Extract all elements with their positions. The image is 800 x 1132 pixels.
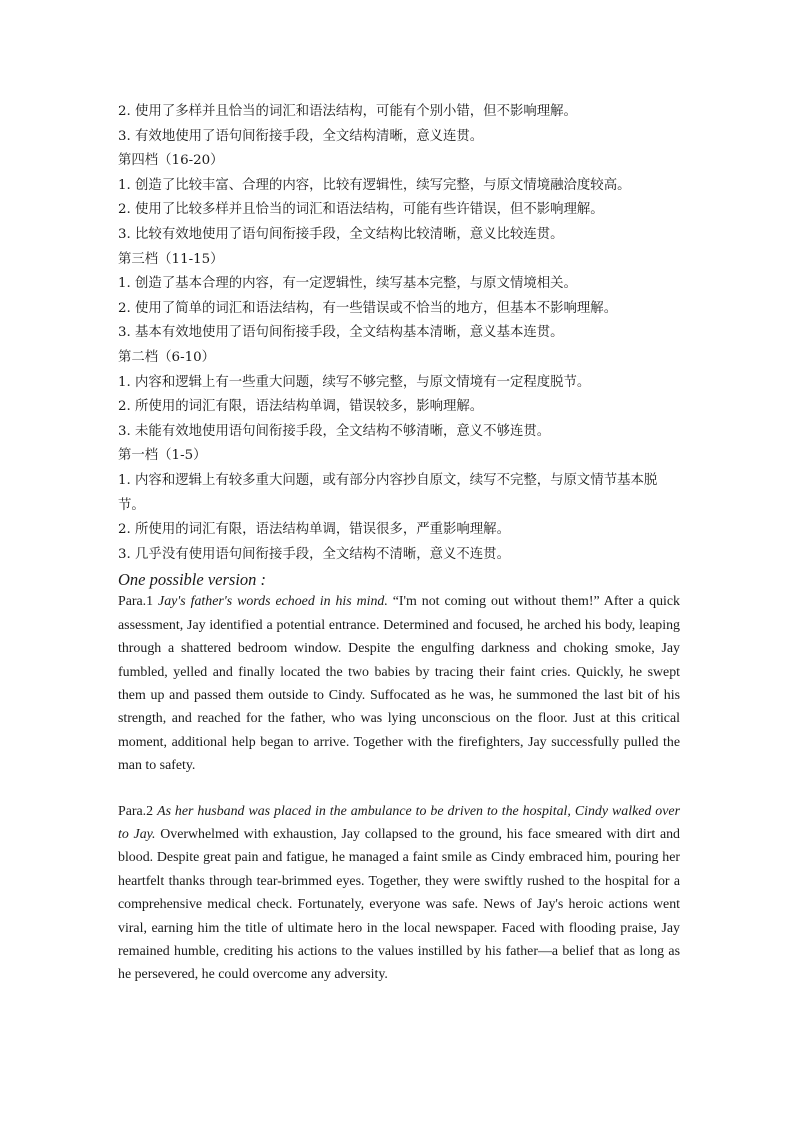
tier4-item1: 1. 创造了比较丰富、合理的内容，比较有逻辑性，续写完整，与原文情境融洽度较高。	[118, 177, 631, 193]
document-page	[118, 100, 680, 987]
tier1-heading: 第一档（1-5）	[118, 448, 207, 464]
sample-heading: One possible version :	[118, 570, 267, 590]
para2-lead-sentence: As her husband was placed in the ambulance to be driven to the hospital, Cindy walked over to Jay.	[118, 803, 680, 842]
sample-paragraph-2	[118, 800, 680, 987]
tier5-item2: 2. 使用了多样并且恰当的词汇和语法结构，可能有个别小错，但不影响理解。	[118, 104, 577, 119]
tier2-item2: 2. 所使用的词汇有限，语法结构单调，错误较多，影响理解。	[118, 399, 484, 415]
tier2-heading: 第二档（6-10）	[118, 349, 216, 365]
tier4-heading: 第四档（16-20）	[118, 153, 224, 169]
para2-body: Overwhelmed with exhaustion, Jay collapsed to the ground, his face smeared with dirt and blood. Despite great pain and fatigue, he managed a faint smile as Cindy embraced him, pouring her heartfelt thanks through tear-brimmed eyes. Together, they were swiftly rushed to the hospital for a comprehensive medical check. Fortunately, everyone was safe. News of Jay's heroic actions went viral, earning him the title of ultimate hero in the local newspaper. Faced with flooding praise, Jay remained humble, crediting his actions to the values instilled by his father—a belief that as long as he persevered, he could overcome any adversity.	[118, 826, 681, 983]
tier1-item3: 3. 几乎没有使用语句间衔接手段，全文结构不清晰，意义不连贯。	[118, 546, 510, 562]
tier1-item2: 2. 所使用的词汇有限，语法结构单调，错误很多，严重影响理解。	[118, 522, 510, 538]
sample-paragraph-1	[118, 590, 680, 777]
tier3-item3: 3. 基本有效地使用了语句间衔接手段，全文结构基本清晰，意义基本连贯。	[118, 325, 564, 341]
tier2-item3: 3. 未能有效地使用语句间衔接手段，全文结构不够清晰，意义不够连贯。	[118, 423, 551, 439]
tier2-item1: 1. 内容和逻辑上有一些重大问题，续写不够完整，与原文情境有一定程度脱节。	[118, 374, 591, 390]
tier3-item1: 1. 创造了基本合理的内容，有一定逻辑性，续写基本完整，与原文情境相关。	[118, 276, 577, 292]
tier4-item3: 3. 比较有效地使用了语句间衔接手段，全文结构比较清晰，意义比较连贯。	[118, 226, 564, 242]
para2-label: Para.2	[118, 803, 158, 819]
tier3-item2: 2. 使用了简单的词汇和语法结构，有一些错误或不恰当的地方，但基本不影响理解。	[118, 300, 618, 316]
tier3-heading: 第三档（11-15）	[118, 251, 224, 267]
paragraph-gap	[118, 778, 680, 800]
para1-body: “I'm not coming out without them!” After a quick assessment, Jay identified a potential entrance. Determined and focused, he arched his body, leaping through a shattered bedroom window. Despite the engulfing darkness and choking smoke, Jay fumbled, yelled and finally located the two babies by tracing their faint cries. Quickly, he swept them up and passed them outside to Cindy. Suffocated as he was, he summoned the last bit of his strength, and reached for the father, who was lying unconscious on the floor. Just at this critical moment, additional help began to arrive. Together with the firefighters, Jay successfully pulled the man to safety.	[118, 594, 680, 774]
tier4-item2: 2. 使用了比较多样并且恰当的词汇和语法结构，可能有些许错误，但不影响理解。	[118, 202, 604, 218]
para1-lead-sentence: Jay's father's words echoed in his mind.	[158, 594, 388, 610]
tier5-item3: 3. 有效地使用了语句间衔接手段，全文结构清晰，意义连贯。	[118, 128, 484, 144]
tier1-item1: 1. 内容和逻辑上有较多重大问题，或有部分内容抄自原文，续写不完整，与原文情节基本脱节。	[118, 472, 658, 513]
para1-label: Para.1	[118, 594, 159, 610]
